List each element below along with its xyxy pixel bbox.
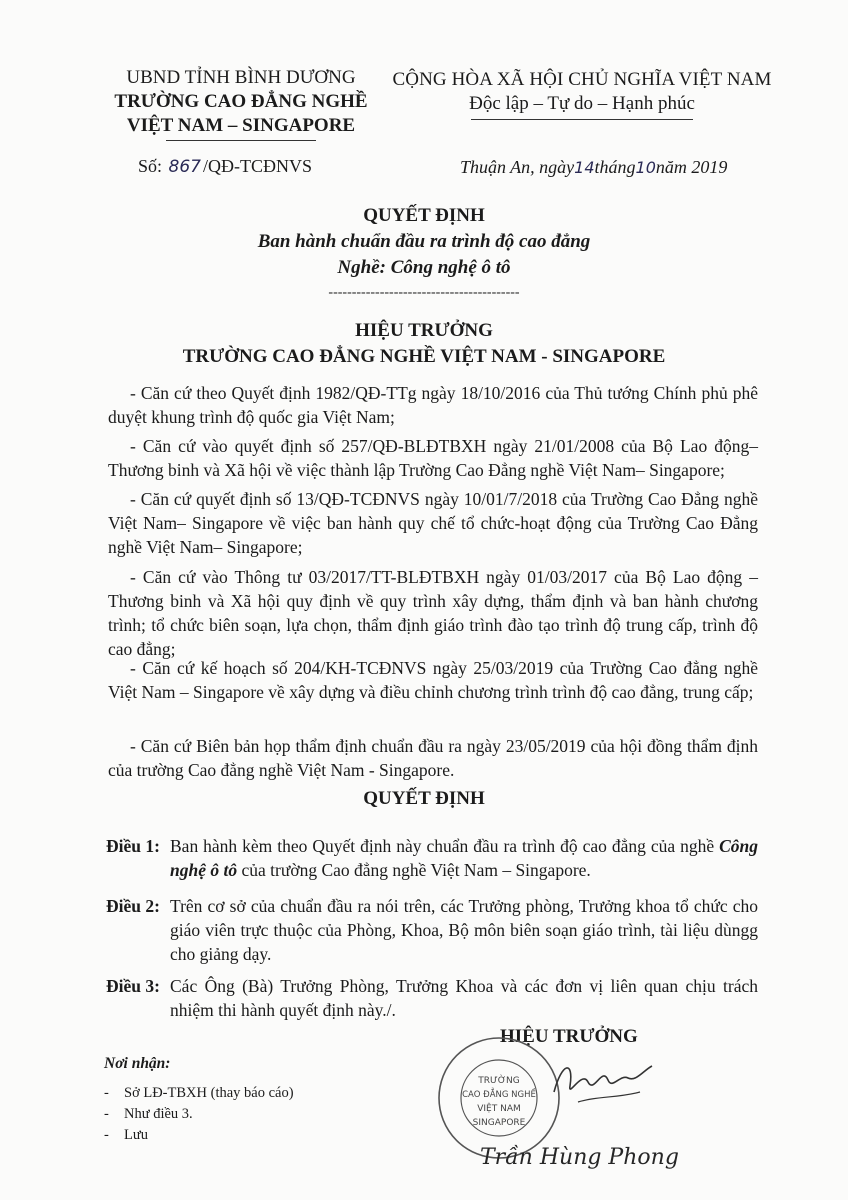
date-day: 14 [574,158,595,177]
national-header [382,68,782,120]
signer-name: Trần Hùng Phong [480,1145,679,1170]
authority-title: HIỆU TRƯỞNG [355,320,493,341]
article-text: Trên cơ sở của chuẩn đầu ra nói trên, các Trưởng phòng, Trưởng khoa tổ chức cho giáo viên trực thuộc của Phòng, Khoa, Bộ môn biên soạn giáo trình, tài liệu dùngg cho giảng dạy. [170,896,758,964]
authority-school: TRƯỜNG CAO ĐẲNG NGHỀ VIỆT NAM - SINGAPORE [182,346,666,367]
number-handwritten: 867 [168,157,201,177]
seal-line: CAO ĐẲNG NGHỀ [462,1090,536,1100]
basis-paragraph: - Căn cứ Biên bản họp thẩm định chuẩn đầu ra ngày 23/05/2019 của hội đồng thẩm định của trường Cao đẳng nghề Việt Nam - Singapore. [108,736,758,780]
article-label: Điều 3: [106,976,160,996]
number-prefix: Số: [138,156,163,176]
national-motto: Độc lập – Tự do – Hạnh phúc [469,93,695,114]
article-1-text-after: của trường Cao đẳng nghề Việt Nam – Singapore. [241,860,591,880]
date-place: Thuận An, ngày [460,157,575,177]
decision-title: QUYẾT ĐỊNH [363,205,485,226]
article-1-text-before: Ban hành kèm theo Quyết định này chuẩn đầu ra trình độ cao đẳng của nghề [170,836,715,856]
date-month-label: tháng [594,157,636,177]
title-separator: ----------------------------------------- [328,285,520,300]
list-item: - Lưu [104,1125,294,1146]
recipients-list [104,1083,294,1146]
basis-paragraph: - Căn cứ kế hoạch số 204/KH-TCĐNVS ngày 25/03/2019 của Trường Cao đẳng nghề Việt Nam – Singapore về xây dựng và điều chỉnh chương trình trình độ cao đẳng, trung cấp; [108,658,758,702]
document-number [138,156,312,177]
basis-paragraph: - Căn cứ theo Quyết định 1982/QĐ-TTg ngày 18/10/2016 của Thủ tướng Chính phủ phê duyệt khung trình độ quốc gia Việt Nam; [108,383,758,427]
article-1 [106,834,758,882]
motto-underline [471,119,693,120]
article-2 [106,894,758,966]
document-date [460,157,727,178]
article-label: Điều 1: [106,836,160,856]
handwritten-signature-icon [548,1052,658,1112]
date-month: 10 [635,158,656,177]
decision-profession: Nghề: Công nghệ ô tô [337,257,511,278]
article-label: Điều 2: [106,896,160,916]
list-item: - Sở LĐ-TBXH (thay báo cáo) [104,1083,294,1104]
date-year: năm 2019 [655,157,728,177]
basis-paragraph: - Căn cứ quyết định số 13/QĐ-TCĐNVS ngày 10/01/7/2018 của Trường Cao Đẳng nghề Việt Nam– Singapore về việc ban hành quy chế tổ chức-hoạt động của Trường Cao Đẳng nghề Việt Nam– Singapore; [108,489,758,557]
national-title: CỘNG HÒA XÃ HỘI CHỦ NGHĨA VIỆT NAM [392,69,772,90]
article-text: Các Ông (Bà) Trưởng Phòng, Trưởng Khoa và các đơn vị liên quan chịu trách nhiệm thi hành quyết định này./. [170,976,758,1020]
recipients-block [104,1055,294,1146]
recipients-heading: Nơi nhận: [104,1055,171,1072]
issuer-province: UBND TỈNH BÌNH DƯƠNG [126,67,356,88]
basis-paragraph: - Căn cứ vào quyết định số 257/QĐ-BLĐTBXH ngày 21/01/2008 của Bộ Lao động–Thương binh và Xã hội về việc thành lập Trường Cao Đẳng nghề Việt Nam– Singapore; [108,436,758,480]
issuer-school-line2: VIỆT NAM – SINGAPORE [126,115,356,136]
decision-heading: QUYẾT ĐỊNH [363,788,485,809]
official-seal-icon [436,1035,562,1161]
article-3 [106,974,758,1022]
seal-line: VIỆT NAM [477,1104,521,1114]
issuer-header [96,66,386,141]
number-suffix: /QĐ-TCĐNVS [202,156,312,176]
basis-paragraph: - Căn cứ vào Thông tư 03/2017/TT-BLĐTBXH ngày 01/03/2017 của Bộ Lao động – Thương binh và Xã hội quy định về quy trình xây dựng, thẩm định và ban hành chương trình; tổ chức biên soạn, lựa chọn, thẩm định giáo trình đào tạo trình độ trung cấp, trình độ cao đẳng; [108,567,758,659]
signature-title: HIỆU TRƯỞNG [500,1026,638,1047]
seal-line: TRƯỜNG [478,1076,520,1086]
article-text [170,834,758,882]
issuer-school-line1: TRƯỜNG CAO ĐẲNG NGHỀ [114,91,368,112]
issuer-underline [166,140,316,141]
seal-line: SINGAPORE [472,1118,526,1128]
decision-subject: Ban hành chuẩn đầu ra trình độ cao đẳng [257,231,591,252]
list-item: - Như điều 3. [104,1104,294,1125]
article-1-emphasis: Công nghệ ô tô [170,836,758,880]
